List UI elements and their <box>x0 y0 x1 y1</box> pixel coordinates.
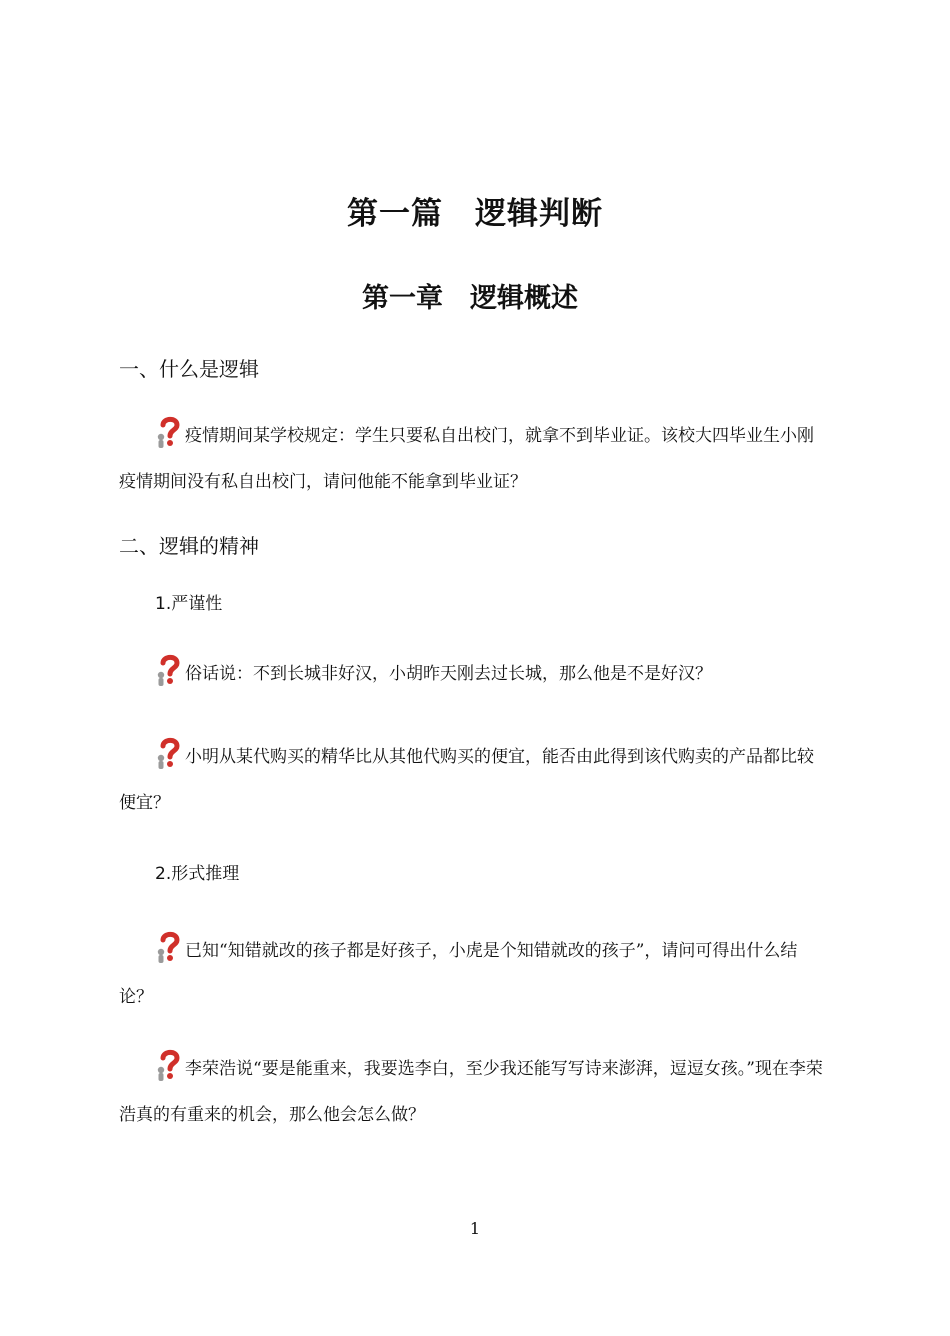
question-text: 俗话说：不到长城非好汉，小胡昨天刚去过长城，那么他是不是好汉？ <box>185 664 712 684</box>
question-text: 小明从某代购买的精华比从其他代购买的便宜，能否由此得到该代购卖的产品都比较便宜？ <box>119 747 814 813</box>
question-paragraph <box>119 413 824 505</box>
question-mark-icon <box>155 415 183 449</box>
subsection-heading-formal-reasoning: 2.形式推理 <box>155 864 240 884</box>
question-mark-icon <box>155 930 183 964</box>
question-mark-icon <box>155 736 183 770</box>
question-text: 李荣浩说“要是能重来，我要选李白，至少我还能写写诗来澎湃，逗逗女孩。”现在李荣浩真的有重来的机会，那么他会怎么做？ <box>119 1059 823 1125</box>
question-paragraph <box>119 928 824 1020</box>
question-text: 疫情期间某学校规定：学生只要私自出校门，就拿不到毕业证。该校大四毕业生小刚疫情期间没有私自出校门，请问他能不能拿到毕业证？ <box>119 426 814 492</box>
question-paragraph <box>119 651 824 697</box>
question-mark-icon <box>155 1048 183 1082</box>
subsection-heading-rigor: 1.严谨性 <box>155 594 223 614</box>
part-title: 第一篇 逻辑判断 <box>347 196 603 232</box>
chapter-title: 第一章 逻辑概述 <box>362 283 578 314</box>
page-number: 1 <box>469 1219 481 1238</box>
question-text: 已知“知错就改的孩子都是好孩子，小虎是个知错就改的孩子”，请问可得出什么结论？ <box>119 941 798 1007</box>
question-paragraph <box>119 1046 824 1138</box>
question-mark-icon <box>155 653 183 687</box>
question-paragraph <box>119 734 824 826</box>
section-heading-what-is-logic: 一、什么是逻辑 <box>119 357 259 381</box>
section-heading-spirit-of-logic: 二、逻辑的精神 <box>119 534 259 558</box>
